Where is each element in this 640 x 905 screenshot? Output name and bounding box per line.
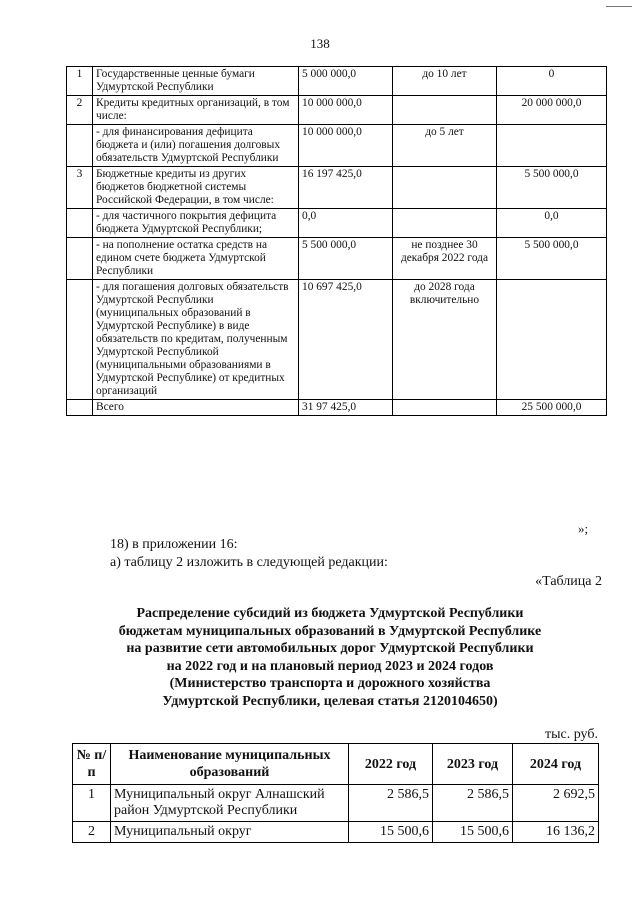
row-2022: 15 500,6 [349, 822, 433, 843]
row-number: 3 [67, 167, 93, 209]
row-2024: 16 136,2 [513, 822, 599, 843]
row-term: до 5 лет [393, 125, 497, 167]
row-2023: 2 586,5 [433, 785, 513, 822]
table-row [67, 209, 607, 238]
row-term [393, 400, 497, 416]
header-2024: 2024 год [513, 744, 599, 785]
row-name: Муниципальный округ [111, 822, 349, 843]
table-row [73, 822, 599, 843]
table-heading [60, 605, 600, 711]
row-amount: 5 000 000,0 [299, 67, 393, 96]
row-limit: 5 500 000,0 [497, 238, 607, 280]
row-limit [497, 280, 607, 400]
row-name: - для погашения долговых обязательств Удмуртской Республики (муниципальных образований в Удмуртской Республике) в виде обязательств по кредитам, полученным Удмуртской Республикой (муниципальными образованиями в Удмуртской Республике) от кредитных организаций [93, 280, 299, 400]
row-term [393, 209, 497, 238]
row-limit: 0 [497, 67, 607, 96]
row-number [67, 209, 93, 238]
row-number [67, 400, 93, 416]
page-number: 138 [310, 36, 330, 51]
row-name: - на пополнение остатка средств на едином счете бюджета Удмуртской Республики [93, 238, 299, 280]
row-name: Бюджетные кредиты из других бюджетов бюджетной системы Российской Федерации, в том числе: [93, 167, 299, 209]
row-limit: 0,0 [497, 209, 607, 238]
row-limit [497, 125, 607, 167]
heading-line: Удмуртской Республики, целевая статья 2120104650) [162, 693, 498, 709]
row-limit: 25 500 000,0 [497, 400, 607, 416]
row-name: Государственные ценные бумаги Удмуртской Республики [93, 67, 299, 96]
table-row [73, 785, 599, 822]
table-row [67, 96, 607, 125]
row-2022: 2 586,5 [349, 785, 433, 822]
row-name: Кредиты кредитных организаций, в том числе: [93, 96, 299, 125]
table-label: «Таблица 2 [535, 574, 602, 589]
header-number: № п/п [73, 744, 111, 785]
row-number: 1 [67, 67, 93, 96]
row-2023: 15 500,6 [433, 822, 513, 843]
paragraph-item-18: 18) в приложении 16: [110, 537, 238, 552]
subsidies-table [72, 743, 599, 843]
heading-line: Распределение субсидий из бюджета Удмуртской Республики [136, 606, 524, 621]
row-name: - для финансирования дефицита бюджета и (или) погашения долговых обязательств Удмуртской Республики [93, 125, 299, 167]
row-amount: 0,0 [299, 209, 393, 238]
row-name: Всего [93, 400, 299, 416]
row-number [67, 125, 93, 167]
row-term: до 2028 года включительно [393, 280, 497, 400]
row-name: - для частичного покрытия дефицита бюджета Удмуртской Республики; [93, 209, 299, 238]
row-term [393, 96, 497, 125]
row-name: Муниципальный округ Алнашский район Удмуртской Республики [111, 785, 349, 822]
row-amount: 10 697 425,0 [299, 280, 393, 400]
table-row [67, 400, 607, 416]
row-amount: 16 197 425,0 [299, 167, 393, 209]
row-amount: 10 000 000,0 [299, 96, 393, 125]
header-name: Наименование муниципальных образований [111, 744, 349, 785]
row-amount: 5 500 000,0 [299, 238, 393, 280]
table-row [67, 167, 607, 209]
table-row [67, 280, 607, 400]
row-2024: 2 692,5 [513, 785, 599, 822]
borrowings-table [66, 66, 607, 416]
row-number [67, 280, 93, 400]
header-2022: 2022 год [349, 744, 433, 785]
paragraph-item-a: а) таблицу 2 изложить в следующей редакции: [110, 555, 388, 570]
row-amount: 31 97 425,0 [299, 400, 393, 416]
closing-quote: »; [578, 521, 589, 536]
table-row [67, 238, 607, 280]
heading-line: (Министерство транспорта и дорожного хозяйства [169, 676, 491, 692]
row-term: не позднее 30 декабря 2022 года [393, 238, 497, 280]
row-term: до 10 лет [393, 67, 497, 96]
heading-line: на развитие сети автомобильных дорог Удмуртской Республики [126, 641, 534, 657]
row-term [393, 167, 497, 209]
table-row [67, 67, 607, 96]
row-number: 2 [73, 822, 111, 843]
units-label: тыс. руб. [545, 727, 598, 742]
row-limit: 20 000 000,0 [497, 96, 607, 125]
row-limit: 5 500 000,0 [497, 167, 607, 209]
corner-mark [606, 0, 632, 7]
row-number [67, 238, 93, 280]
header-2023: 2023 год [433, 744, 513, 785]
row-number: 2 [67, 96, 93, 125]
heading-line: на 2022 год и на плановый период 2023 и 2024 годов [166, 658, 494, 674]
header-row [73, 744, 599, 785]
row-amount: 10 000 000,0 [299, 125, 393, 167]
row-number: 1 [73, 785, 111, 822]
heading-line: бюджетам муниципальных образований в Удмуртской Республике [118, 623, 542, 639]
table-row [67, 125, 607, 167]
